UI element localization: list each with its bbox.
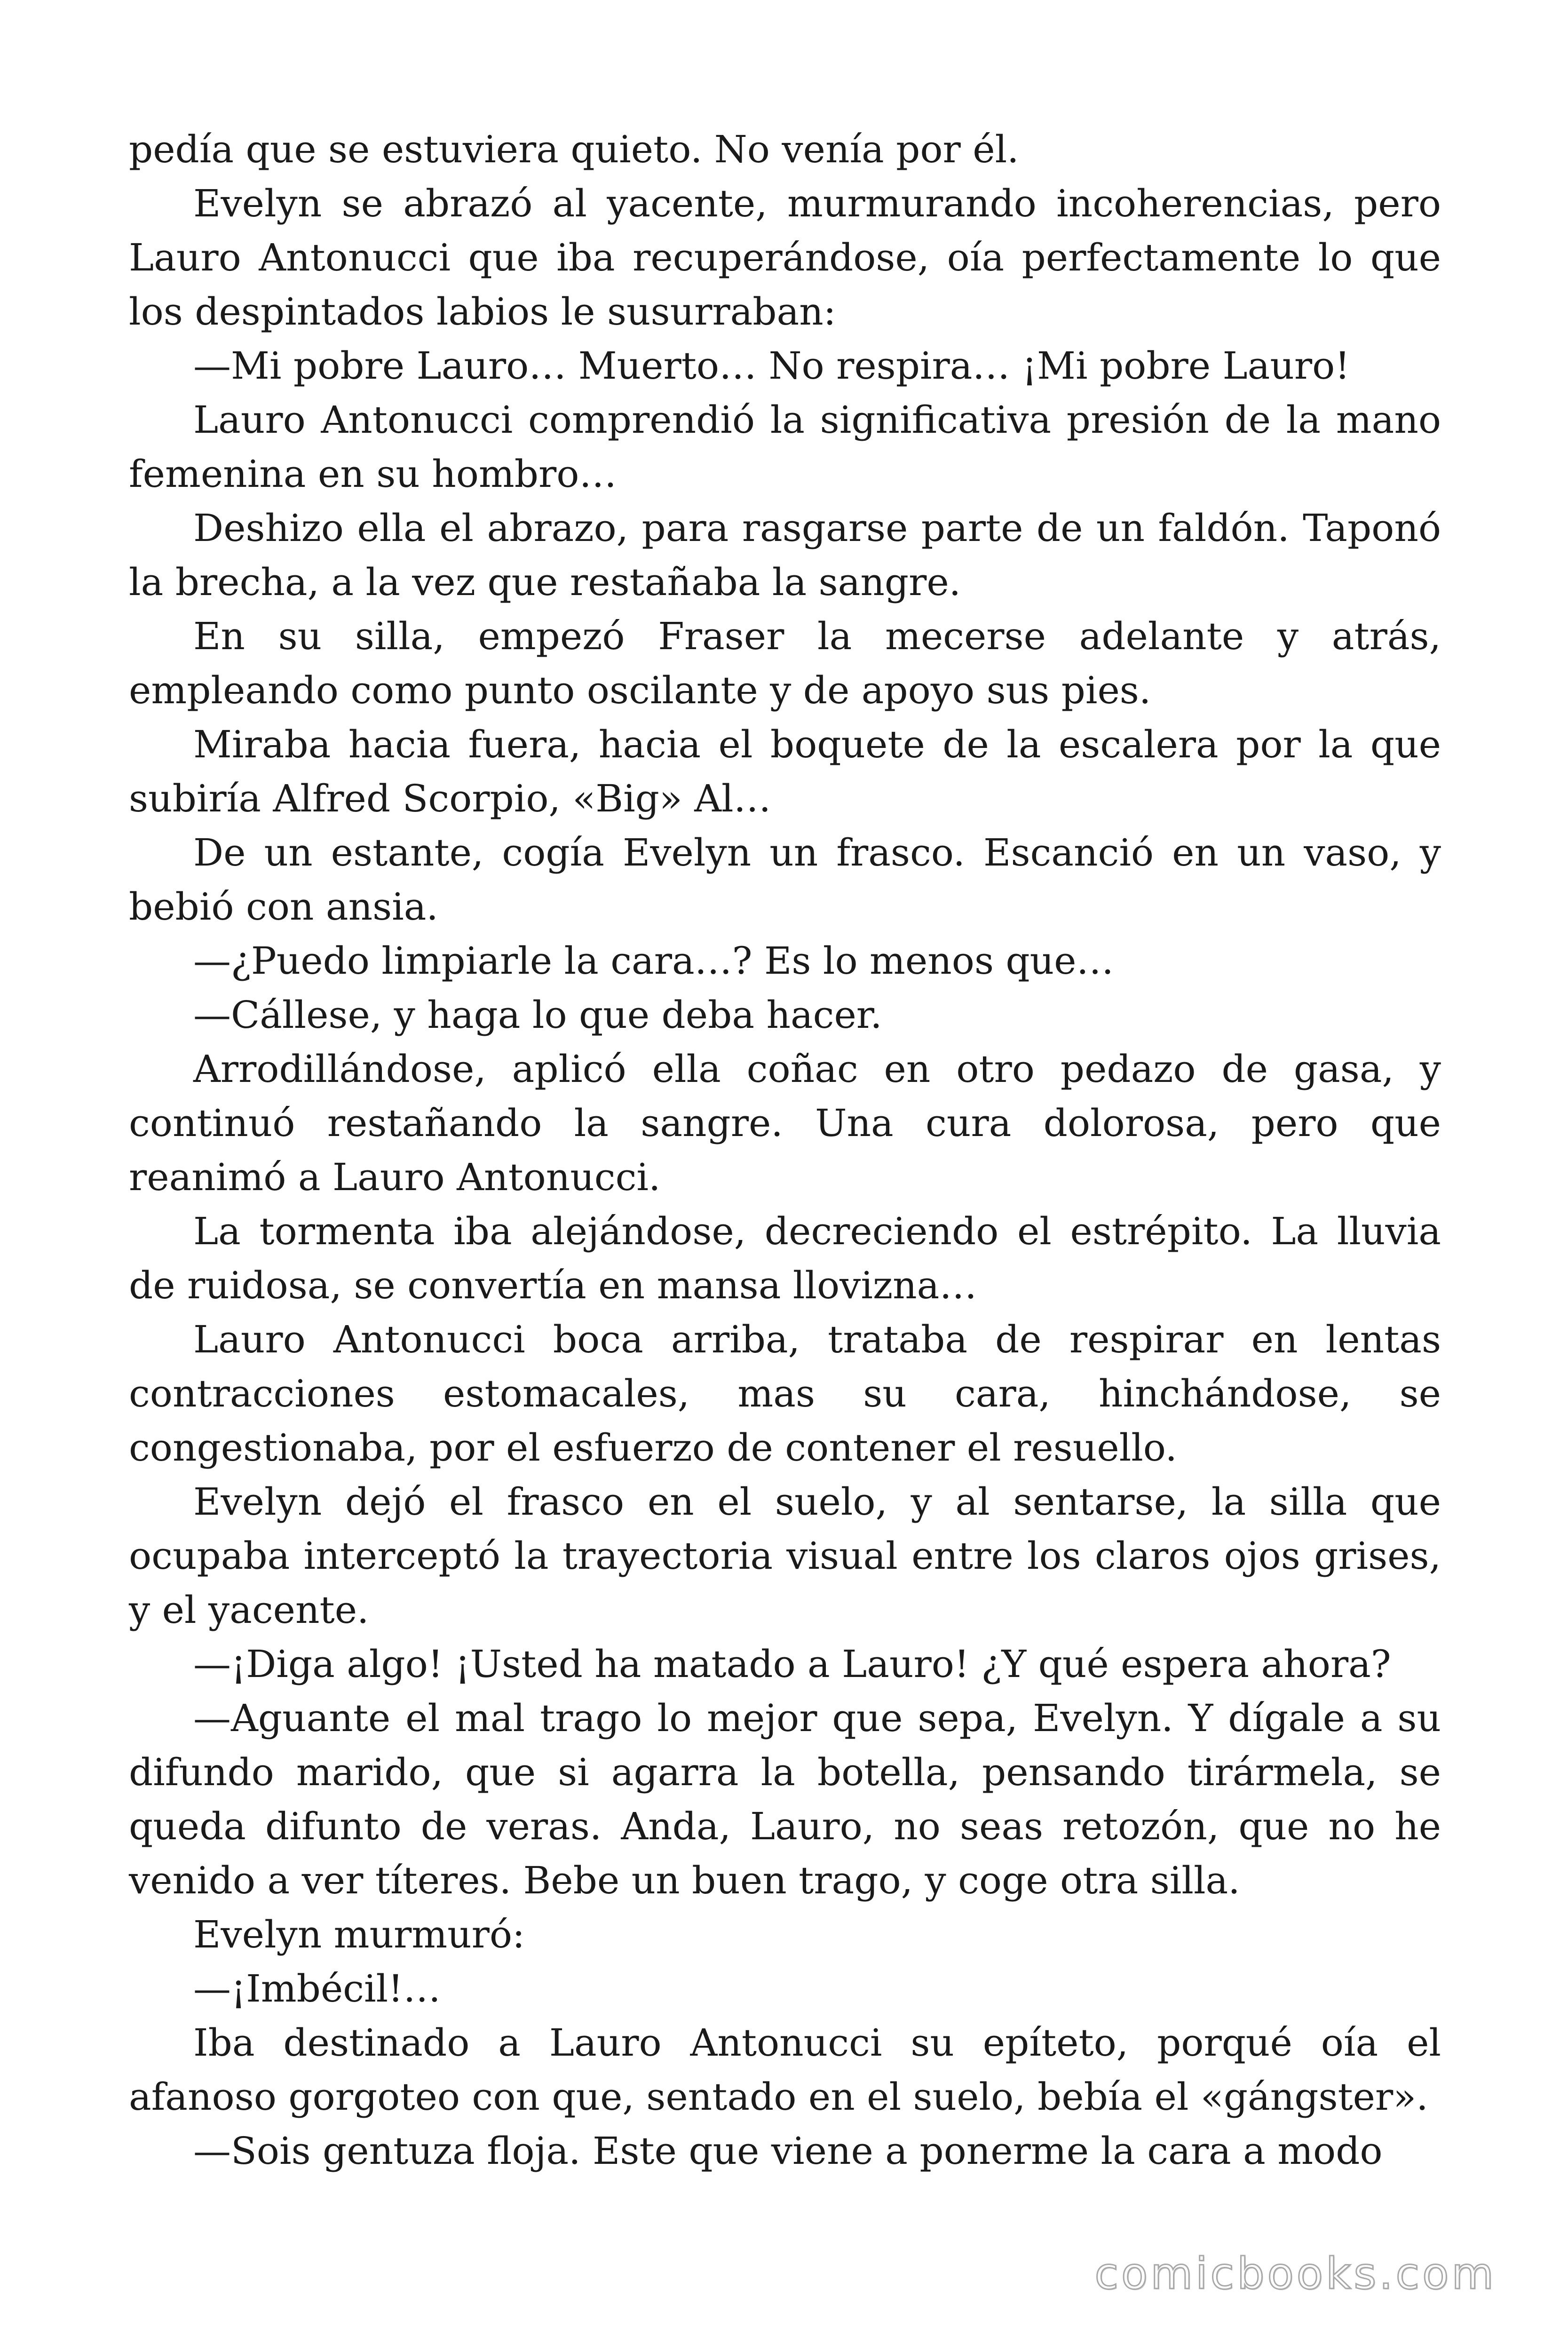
paragraph: Evelyn murmuró: <box>193 1913 525 1956</box>
paragraph: Arrodillándose, aplicó ella coñac en otro pedazo de gasa, y continuó restañando la sangre. Una cura dolorosa, pero que reanimó a Lauro Antonucci. <box>129 1047 1441 1199</box>
paragraph: Iba destinado a Lauro Antonucci su epíteto, porqué oía el afanoso gorgoteo con que, sentado en el suelo, bebía el «gángster». <box>129 2021 1441 2119</box>
paragraph: —Sois gentuza floja. Este que viene a ponerme la cara a modo <box>193 2129 1383 2173</box>
paragraph: Lauro Antonucci boca arriba, trataba de respirar en lentas contracciones estomacales, mas su cara, hinchándose, se congestionaba, por el esfuerzo de contener el resuello. <box>129 1318 1441 1470</box>
watermark-text: comicbooks.com <box>1094 2249 1497 2299</box>
paragraph: Deshizo ella el abrazo, para rasgarse parte de un faldón. Taponó la brecha, a la vez que restañaba la sangre. <box>129 506 1441 604</box>
paragraph: La tormenta iba alejándose, decreciendo el estrépito. La lluvia de ruidosa, se convertía en mansa llovizna… <box>129 1209 1441 1307</box>
paragraph: —¿Puedo limpiarle la cara…? Es lo menos que… <box>193 939 1114 983</box>
body-text <box>129 122 1441 2178</box>
paragraph: En su silla, empezó Fraser la mecerse adelante y atrás, empleando como punto oscilante y de apoyo sus pies. <box>129 614 1441 712</box>
paragraph: —Cállese, y haga lo que deba hacer. <box>193 993 882 1037</box>
paragraph: —Mi pobre Lauro… Muerto… No respira… ¡Mi pobre Lauro! <box>193 344 1350 388</box>
paragraph: Lauro Antonucci comprendió la significativa presión de la mano femenina en su hombro… <box>129 398 1441 496</box>
paragraph: Evelyn dejó el frasco en el suelo, y al sentarse, la silla que ocupaba interceptó la trayectoria visual entre los claros ojos grises, y el yacente. <box>129 1480 1441 1632</box>
paragraph: De un estante, cogía Evelyn un frasco. Escanció en un vaso, y bebió con ansia. <box>129 831 1441 929</box>
paragraph: Miraba hacia fuera, hacia el boquete de la escalera por la que subiría Alfred Scorpio, «Big» Al… <box>129 723 1441 820</box>
paragraph: —¡Imbécil!… <box>193 1967 441 2010</box>
paragraph: —Aguante el mal trago lo mejor que sepa, Evelyn. Y dígale a su difundo marido, que si agarra la botella, pensando tirármela, se queda difunto de veras. Anda, Lauro, no seas retozón, que no he venido a ver títeres. Bebe un buen trago, y coge otra silla. <box>129 1696 1441 1902</box>
paragraph: pedía que se estuviera quieto. No venía por él. <box>129 127 1019 171</box>
paragraph: —¡Diga algo! ¡Usted ha matado a Lauro! ¿Y qué espera ahora? <box>193 1642 1391 1686</box>
paragraph: Evelyn se abrazó al yacente, murmurando incoherencias, pero Lauro Antonucci que iba recuperándose, oía perfectamente lo que los despintados labios le susurraban: <box>129 182 1441 334</box>
